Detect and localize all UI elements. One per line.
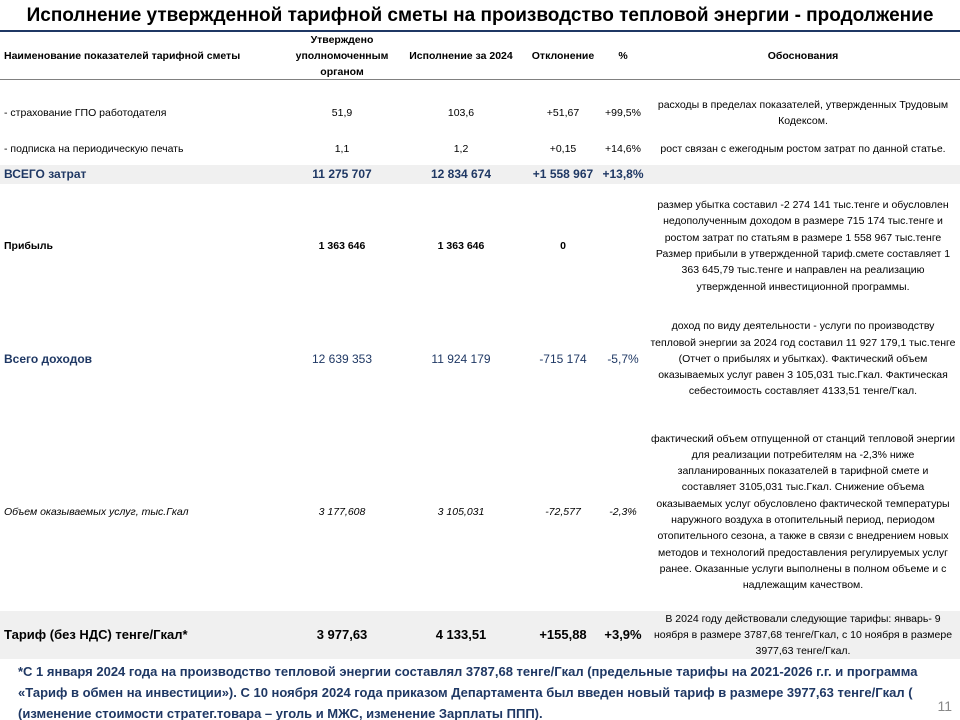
row-justification: доход по виду деятельности - услуги по производству тепловой энергии за 2024 год составил 11 927 179,1 тыс.тенге (Отчет о прибылях и убытках). Фактический объем оказываемых услуг равен 3 105,031 тыс.Гкал. Фактическая себестоимость составляет 4133,51 тенге/Гкал. bbox=[650, 320, 956, 398]
row-executed: 3 105,031 bbox=[437, 505, 485, 518]
header-justification: Обоснования bbox=[767, 49, 839, 62]
title-bar bbox=[0, 0, 960, 30]
row-justification: рост связан с ежегодным ростом затрат по данной статье. bbox=[660, 142, 946, 155]
row-executed: 12 834 674 bbox=[430, 167, 492, 182]
row-approved: 12 639 353 bbox=[311, 351, 373, 366]
row-approved: 11 275 707 bbox=[312, 167, 372, 182]
row-executed: 4 133,51 bbox=[435, 626, 487, 642]
table-row-total-income bbox=[0, 308, 960, 410]
row-justification: В 2024 году действовали следующие тарифы: январь- 9 ноября в размере 3787,68 тенге/Гкал, с 10 ноября в размере 3977,63 тенге/Гкал. bbox=[653, 612, 953, 658]
row-percent: -5,7% bbox=[607, 351, 639, 366]
row-executed: 103,6 bbox=[447, 106, 475, 119]
row-name: Тариф (без НДС) тенге/Гкал* bbox=[4, 626, 188, 642]
row-approved: 1 363 646 bbox=[318, 239, 366, 252]
row-executed: 1 363 646 bbox=[437, 239, 485, 252]
row-percent bbox=[600, 188, 646, 304]
row-justification: расходы в пределах показателей, утвержденных Трудовым Кодексом. bbox=[657, 98, 949, 127]
row-deviation: +51,67 bbox=[546, 106, 580, 119]
table-row-service-volume bbox=[0, 414, 960, 610]
row-percent: +14,6% bbox=[605, 142, 641, 155]
table-row-total-costs bbox=[0, 165, 960, 184]
row-approved: 3 177,608 bbox=[318, 505, 366, 518]
row-executed: 1,2 bbox=[453, 142, 469, 155]
row-deviation: +1 558 967 bbox=[532, 167, 594, 182]
header-name: Наименование показателей тарифной сметы bbox=[4, 49, 241, 62]
row-deviation: 0 bbox=[560, 239, 566, 252]
row-deviation: +155,88 bbox=[539, 626, 587, 642]
row-percent: +3,9% bbox=[604, 626, 642, 642]
header-executed: Исполнение за 2024 bbox=[409, 49, 513, 62]
header-percent: % bbox=[618, 49, 628, 62]
table-row-profit bbox=[0, 188, 960, 304]
page-number: 11 bbox=[937, 698, 952, 714]
row-approved: 1,1 bbox=[334, 142, 350, 155]
row-approved: 51,9 bbox=[331, 106, 353, 119]
row-deviation: +0,15 bbox=[549, 142, 577, 155]
row-name: Прибыль bbox=[4, 239, 53, 252]
row-deviation: -72,577 bbox=[545, 505, 581, 518]
header-approved: Утверждено уполномоченным органом bbox=[295, 33, 389, 79]
header-deviation: Отклонение bbox=[531, 49, 595, 62]
row-name: ВСЕГО затрат bbox=[4, 167, 87, 182]
table-row bbox=[0, 95, 960, 131]
row-name: Объем оказываемых услуг, тыс.Гкал bbox=[4, 505, 189, 518]
row-percent: +99,5% bbox=[605, 106, 641, 119]
row-justification bbox=[650, 165, 956, 184]
row-name: - подписка на периодическую печать bbox=[4, 142, 184, 155]
row-name: Всего доходов bbox=[4, 351, 93, 366]
row-justification: фактический объем отпущенной от станций тепловой энергии для реализации потребителям на -2,3% ниже запланированных показателей в тарифной смете и составляет 3105,031 тыс.Гкал. Снижение объема оказываемых услуг обусловлено фактической температуры наружного воздуха в отопительный период, периодом отопительного сезона, а также в связи с внедрением новых методов и технологий предоставления регулируемых услуг ранее. Оказанные услуги выполнены в полном объеме и с надлежащим качеством. bbox=[651, 432, 955, 592]
footnote: *С 1 января 2024 года на производство тепловой энергии составлял 3787,68 тенге/Гкал (предельные тарифы на 2021-2026 г.г. и программа «Тариф в обмен на инвестиции»). С 10 ноября 2024 года приказом Департамента был введен новый тариф в размере 3977,63 тенге/Гкал ( (изменение стоимости стратег.товара – уголь и МЖС, изменение Зарплаты ППП). bbox=[18, 664, 918, 720]
row-justification: размер убытка составил -2 274 141 тыс.тенге и обусловлен недополученным доходом в размере 715 174 тыс.тенге и ростом затрат по статьям в размере 1 558 967 тыс.тенге Размер прибыли в утвержденной тариф.смете составляет 1 363 645,79 тыс.тенге и направлен на реализацию утвержденной инвестиционной программы. bbox=[655, 199, 951, 293]
row-approved: 3 977,63 bbox=[316, 626, 368, 642]
row-percent: -2,3% bbox=[609, 505, 637, 518]
title-underline bbox=[0, 30, 960, 32]
table-row-tariff bbox=[0, 611, 960, 659]
row-executed: 11 924 179 bbox=[431, 351, 491, 366]
page-title: Исполнение утвержденной тарифной сметы на производство тепловой энергии - продолжение bbox=[26, 5, 934, 26]
row-deviation: -715 174 bbox=[539, 351, 587, 366]
table-row bbox=[0, 132, 960, 166]
header-divider bbox=[0, 79, 960, 80]
row-percent: +13,8% bbox=[602, 167, 644, 182]
table-header-row bbox=[0, 33, 960, 79]
row-name: - страхование ГПО работодателя bbox=[4, 106, 167, 119]
